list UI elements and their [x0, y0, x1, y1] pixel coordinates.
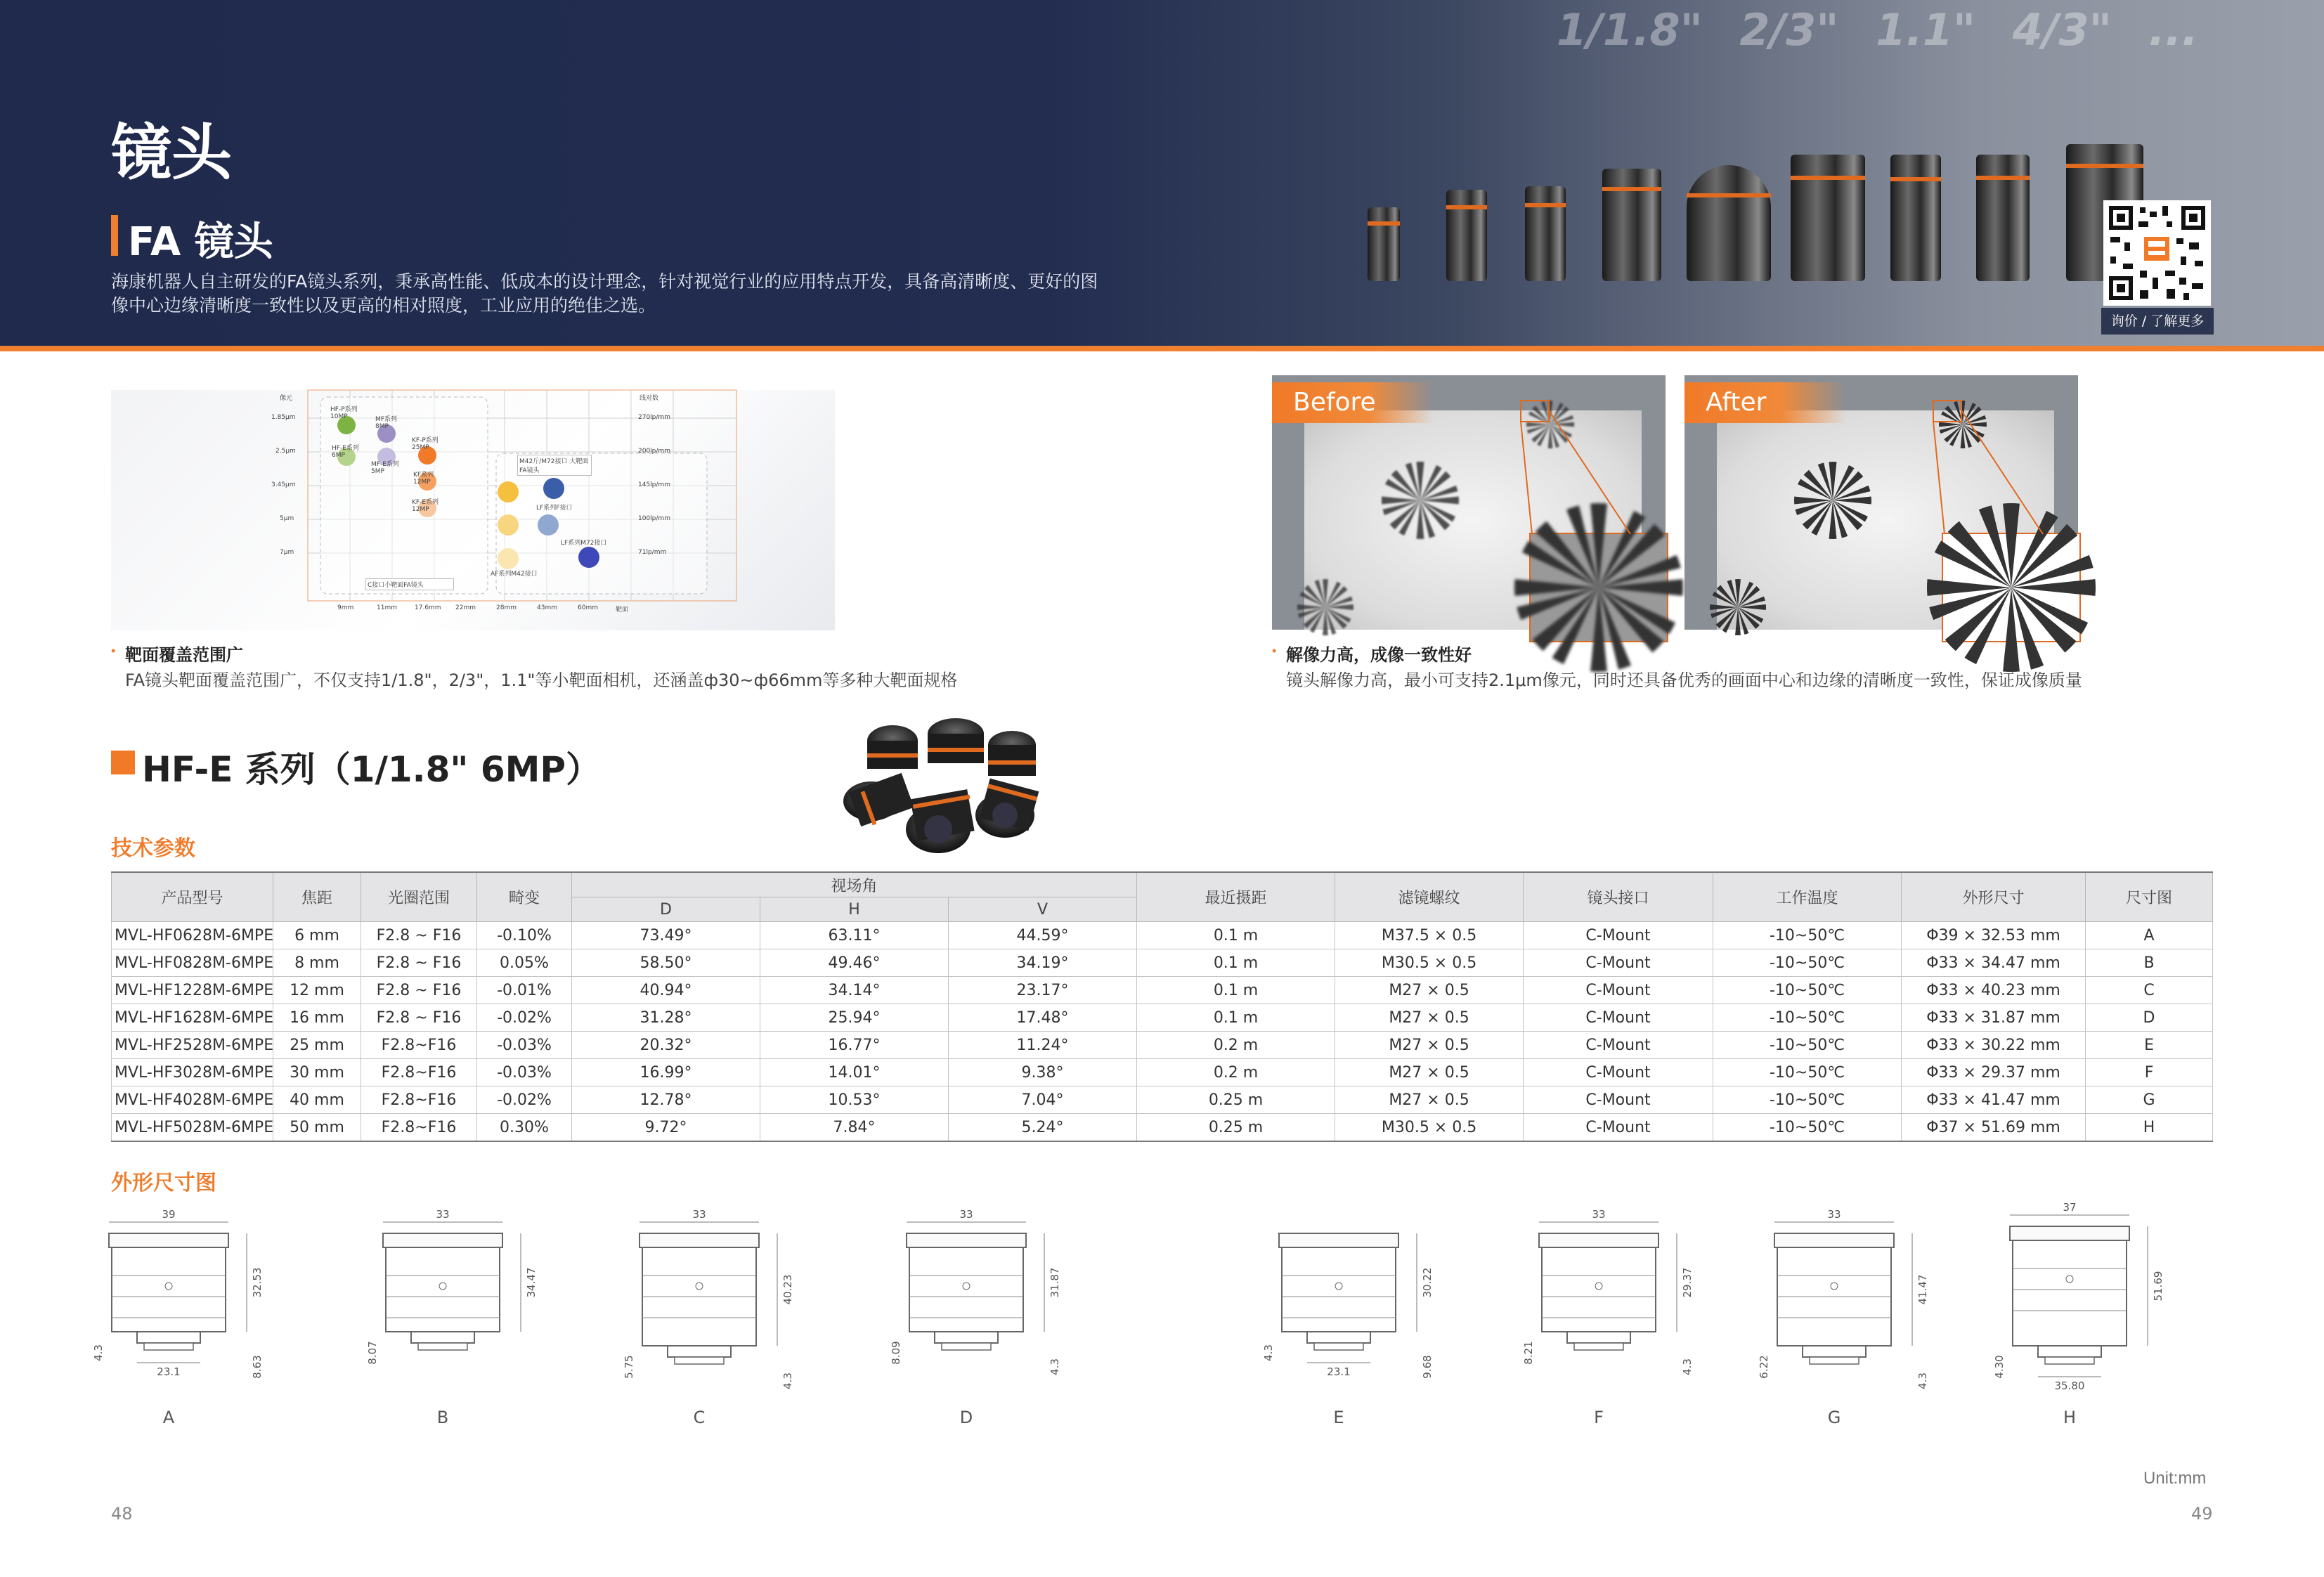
header-drawing: 尺寸图: [2086, 872, 2213, 922]
drawing-c: [623, 1208, 794, 1427]
feature-desc: 镜头解像力高，最小可支持2.1μm像元，同时还具备优秀的画面中心和边缘的清晰度一致性，保证成像质量: [1286, 670, 2082, 690]
right-tick: 71lp/mm: [638, 549, 667, 556]
label-lf-f: LF系列F接口: [536, 505, 573, 512]
sensor-size-list: [1557, 4, 2232, 56]
dimension-label: 29.37: [1681, 1267, 1694, 1298]
table-cell: MVL-HF5028M-6MPE: [112, 1114, 273, 1142]
table-cell: 20.32°: [572, 1032, 760, 1059]
table-cell: F2.8~F16: [361, 1086, 477, 1114]
table-row: [112, 977, 2213, 1004]
table-cell: -10~50℃: [1713, 1004, 1902, 1032]
table-cell: F2.8 ~ F16: [361, 949, 477, 977]
feature-title: 解像力高，成像一致性好: [1286, 645, 1472, 665]
lens-image: [1525, 186, 1566, 281]
table-cell: 50 mm: [273, 1114, 361, 1142]
table-cell: M30.5 × 0.5: [1335, 1114, 1524, 1142]
table-cell: 7.84°: [760, 1114, 949, 1142]
table-cell: 12.78°: [572, 1086, 760, 1114]
table-row: [112, 1032, 2213, 1059]
dimension-label: 23.1: [1327, 1365, 1351, 1378]
dimension-label: 32.53: [251, 1267, 264, 1298]
table-row: [112, 1086, 2213, 1114]
table-cell: 34.19°: [949, 949, 1137, 977]
feature-desc: FA镜头靶面覆盖范围广，不仅支持1/1.8"，2/3"，1.1"等小靶面相机，还涵盖ф30~ф66mm等多种大靶面规格: [125, 670, 958, 690]
table-cell: Φ33 × 40.23 mm: [1902, 977, 2086, 1004]
table-cell: 40 mm: [273, 1086, 361, 1114]
series-accent: [111, 751, 135, 774]
point-lf-a: [498, 514, 519, 536]
feature-title: 靶面覆盖范围广: [125, 645, 243, 665]
left-tick: 2.5μm: [275, 448, 296, 455]
table-cell: B: [2086, 949, 2213, 977]
dimension-label: 31.87: [1049, 1267, 1061, 1298]
header-fov-h: H: [760, 897, 949, 922]
header-model: 产品型号: [112, 872, 273, 922]
drawing-label: H: [2063, 1408, 2077, 1427]
table-cell: MVL-HF2528M-6MPE: [112, 1032, 273, 1059]
table-cell: 9.72°: [572, 1114, 760, 1142]
left-tick: 7μm: [280, 549, 294, 556]
table-cell: C: [2086, 977, 2213, 1004]
header-focal: 焦距: [273, 872, 361, 922]
dimension-drawings: [92, 1201, 2242, 1430]
table-cell: -10~50℃: [1713, 977, 1902, 1004]
table-cell: MVL-HF1228M-6MPE: [112, 977, 273, 1004]
table-cell: 0.05%: [477, 949, 572, 977]
table-cell: 44.59°: [949, 922, 1137, 949]
table-cell: -10~50℃: [1713, 949, 1902, 977]
table-cell: M27 × 0.5: [1335, 1059, 1524, 1086]
bullet-dot: •: [1272, 644, 1277, 658]
table-cell: F2.8 ~ F16: [361, 1004, 477, 1032]
table-cell: Φ33 × 30.22 mm: [1902, 1032, 2086, 1059]
dimension-label: 30.22: [1421, 1267, 1434, 1298]
table-cell: 0.1 m: [1137, 977, 1335, 1004]
drawing-label: C: [693, 1408, 706, 1427]
label-mf: MF系列 8MP: [375, 416, 397, 430]
x-tick: 靶面: [616, 606, 629, 614]
header-fov-d: D: [572, 897, 760, 922]
table-cell: C-Mount: [1524, 922, 1713, 949]
table-cell: Φ33 × 41.47 mm: [1902, 1086, 2086, 1114]
dimension-label: 23.1: [157, 1365, 181, 1378]
drawing-d: [890, 1208, 1061, 1427]
table-cell: Φ39 × 32.53 mm: [1902, 922, 2086, 949]
sensor-size: 1/1.8": [1557, 4, 1703, 56]
table-cell: C-Mount: [1524, 1032, 1713, 1059]
drawing-label: E: [1333, 1408, 1344, 1427]
drawing-label: D: [959, 1408, 973, 1427]
label-c-small: C接口小靶面FA镜头: [365, 578, 454, 590]
drawing-b: [366, 1208, 538, 1427]
table-cell: F2.8~F16: [361, 1059, 477, 1086]
table-cell: C-Mount: [1524, 1114, 1713, 1142]
table-cell: 5.24°: [949, 1114, 1137, 1142]
table-cell: 8 mm: [273, 949, 361, 977]
x-tick: 60mm: [578, 604, 598, 611]
left-tick: 3.45μm: [271, 481, 296, 488]
right-tick: 100lp/mm: [638, 515, 670, 522]
table-cell: C-Mount: [1524, 977, 1713, 1004]
header-dims: 外形尺寸: [1902, 872, 2086, 922]
drawing-title: 外形尺寸图: [111, 1171, 216, 1195]
table-cell: M27 × 0.5: [1335, 1086, 1524, 1114]
header-fov-v: V: [949, 897, 1137, 922]
x-tick: 22mm: [455, 604, 476, 611]
table-cell: C-Mount: [1524, 949, 1713, 977]
table-cell: F2.8 ~ F16: [361, 922, 477, 949]
right-axis-title: 线对数: [640, 395, 659, 402]
drawing-label: B: [436, 1408, 449, 1427]
point-lf-b: [538, 514, 559, 536]
drawing-h: [1993, 1201, 2164, 1427]
table-cell: MVL-HF1628M-6MPE: [112, 1004, 273, 1032]
spec-title: 技术参数: [111, 836, 195, 861]
table-cell: MVL-HF0828M-6MPE: [112, 949, 273, 977]
table-cell: 17.48°: [949, 1004, 1137, 1032]
label-mf-e: MF-E系列 5MP: [371, 461, 399, 475]
table-cell: MVL-HF0628M-6MPE: [112, 922, 273, 949]
drawing-label: A: [162, 1408, 175, 1427]
label-m42: M42斤/M72接口 大靶面FA镜头: [517, 455, 592, 476]
table-cell: MVL-HF3028M-6MPE: [112, 1059, 273, 1086]
before-panel: [1272, 375, 1666, 630]
drawing-e: [1262, 1233, 1434, 1427]
left-tick: 5μm: [280, 515, 294, 522]
series-lens-image: [836, 717, 1054, 864]
lens-image: [1368, 207, 1400, 281]
table-cell: -0.03%: [477, 1032, 572, 1059]
header-distortion: 畸变: [477, 872, 572, 922]
sensor-size: 1.1": [1876, 4, 1976, 56]
dimension-label: 6.22: [1758, 1355, 1770, 1379]
sensor-size: ...: [2148, 4, 2199, 56]
label-lf-m72: LF系列M72接口: [561, 540, 607, 547]
table-cell: 30 mm: [273, 1059, 361, 1086]
dimension-label: 5.75: [623, 1355, 635, 1379]
label-hf-e: HF-E系列 6MP: [332, 445, 359, 459]
unit-label: Unit:mm: [2143, 1469, 2207, 1488]
table-cell: -0.10%: [477, 922, 572, 949]
header-banner: [0, 0, 2324, 347]
table-cell: 73.49°: [572, 922, 760, 949]
table-row: [112, 1004, 2213, 1032]
point-m42-a: [498, 481, 519, 502]
lens-image: [1890, 155, 1941, 281]
table-cell: H: [2086, 1114, 2213, 1142]
page-title: 镜头: [111, 118, 232, 188]
dimension-label: 4.3: [1916, 1372, 1929, 1389]
table-cell: -0.03%: [477, 1059, 572, 1086]
table-cell: 0.30%: [477, 1114, 572, 1142]
table-cell: -10~50℃: [1713, 922, 1902, 949]
lens-image: [1976, 155, 2030, 281]
intro-text: 海康机器人自主研发的FA镜头系列，秉承高性能、低成本的设计理念，针对视觉行业的应用特点开发，具备高清晰度、更好的图像中心边缘清晰度一致性以及更高的相对照度，工业应用的绝佳之选。: [111, 271, 1098, 316]
dimension-label: 8.21: [1522, 1341, 1535, 1365]
table-cell: 0.1 m: [1137, 949, 1335, 977]
label-hf-p: HF-P系列 10MP: [330, 406, 358, 420]
header-temp: 工作温度: [1713, 872, 1902, 922]
dimension-label: 4.30: [1993, 1355, 2006, 1379]
lens-image: [1791, 155, 1865, 281]
table-cell: 16.99°: [572, 1059, 760, 1086]
table-cell: 25 mm: [273, 1032, 361, 1059]
table-cell: 0.1 m: [1137, 1004, 1335, 1032]
dimension-label: 34.47: [525, 1267, 538, 1298]
dimension-label: 9.68: [1421, 1355, 1434, 1379]
drawing-label: G: [1827, 1408, 1841, 1427]
x-tick: 17.6mm: [415, 604, 441, 611]
before-label: Before: [1272, 382, 1434, 423]
table-cell: Φ33 × 31.87 mm: [1902, 1004, 2086, 1032]
after-panel: [1684, 375, 2078, 630]
coverage-chart: [111, 390, 835, 630]
dimension-label: 33: [959, 1208, 973, 1221]
table-cell: 0.1 m: [1137, 922, 1335, 949]
dimension-label: 4.3: [781, 1372, 794, 1389]
table-cell: E: [2086, 1032, 2213, 1059]
table-cell: 58.50°: [572, 949, 760, 977]
dimension-label: 4.3: [1681, 1358, 1694, 1375]
table-cell: M27 × 0.5: [1335, 1032, 1524, 1059]
table-cell: F: [2086, 1059, 2213, 1086]
lens-image: [1602, 169, 1661, 281]
table-cell: -10~50℃: [1713, 1086, 1902, 1114]
table-row: [112, 1059, 2213, 1086]
header-fov: 视场角: [572, 872, 1137, 897]
point-af: [498, 548, 519, 569]
label-kf-e: KF-E系列 12MP: [412, 499, 439, 513]
table-cell: 14.01°: [760, 1059, 949, 1086]
table-cell: 0.2 m: [1137, 1059, 1335, 1086]
table-cell: C-Mount: [1524, 1059, 1713, 1086]
header-aperture: 光圈范围: [361, 872, 477, 922]
dimension-label: 33: [1827, 1208, 1841, 1221]
table-cell: 16.77°: [760, 1032, 949, 1059]
table-cell: 0.25 m: [1137, 1114, 1335, 1142]
spec-table: [111, 871, 2213, 1142]
dimension-label: 33: [436, 1208, 450, 1221]
table-cell: -10~50℃: [1713, 1059, 1902, 1086]
table-cell: C-Mount: [1524, 1086, 1713, 1114]
dimension-label: 8.07: [366, 1341, 379, 1365]
table-cell: -0.01%: [477, 977, 572, 1004]
x-tick: 11mm: [377, 604, 397, 611]
dimension-label: 8.09: [890, 1341, 902, 1365]
table-cell: F2.8 ~ F16: [361, 977, 477, 1004]
dimension-label: 8.63: [251, 1355, 264, 1379]
table-cell: Φ33 × 29.37 mm: [1902, 1059, 2086, 1086]
table-cell: 40.94°: [572, 977, 760, 1004]
left-axis-title: 像元: [280, 395, 293, 402]
drawing-g: [1758, 1208, 1929, 1427]
label-af: AF系列M42接口: [491, 571, 538, 578]
table-cell: 34.14°: [760, 977, 949, 1004]
qr-label[interactable]: 询价 / 了解更多: [2101, 308, 2214, 335]
section-title: FA 镜头: [128, 219, 273, 265]
header-divider: [0, 346, 2324, 351]
table-cell: 23.17°: [949, 977, 1137, 1004]
table-cell: A: [2086, 922, 2213, 949]
lens-image: [1687, 165, 1771, 281]
dimension-label: 41.47: [1916, 1274, 1929, 1305]
table-row: [112, 922, 2213, 949]
right-tick: 200lp/mm: [638, 448, 670, 455]
table-cell: 7.04°: [949, 1086, 1137, 1114]
table-cell: M27 × 0.5: [1335, 1004, 1524, 1032]
table-cell: 9.38°: [949, 1059, 1137, 1086]
label-kf-p: KF-P系列 25MP: [412, 437, 439, 451]
table-cell: 49.46°: [760, 949, 949, 977]
table-cell: 6 mm: [273, 922, 361, 949]
dimension-label: 4.3: [1049, 1358, 1061, 1375]
bullet-dot: •: [111, 644, 116, 658]
series-title: HF-E 系列（1/1.8" 6MP）: [142, 749, 602, 790]
table-cell: 10.53°: [760, 1086, 949, 1114]
table-cell: M30.5 × 0.5: [1335, 949, 1524, 977]
lens-lineup-image: [1363, 141, 2172, 281]
table-cell: G: [2086, 1086, 2213, 1114]
point-m42-b: [543, 478, 564, 499]
label-kf: KF系列 12MP: [413, 472, 434, 486]
table-cell: -10~50℃: [1713, 1032, 1902, 1059]
dimension-label: 51.69: [2152, 1271, 2164, 1302]
table-cell: F2.8~F16: [361, 1114, 477, 1142]
table-cell: F2.8~F16: [361, 1032, 477, 1059]
drawing-a: [92, 1208, 264, 1427]
dimension-label: 4.3: [1262, 1344, 1275, 1361]
table-cell: 63.11°: [760, 922, 949, 949]
table-cell: M37.5 × 0.5: [1335, 922, 1524, 949]
table-cell: -0.02%: [477, 1086, 572, 1114]
x-tick: 28mm: [496, 604, 517, 611]
table-cell: -10~50℃: [1713, 1114, 1902, 1142]
x-tick: 9mm: [337, 604, 354, 611]
header-mount: 镜头接口: [1524, 872, 1713, 922]
drawing-label: F: [1594, 1408, 1604, 1427]
table-cell: 0.2 m: [1137, 1032, 1335, 1059]
table-cell: 16 mm: [273, 1004, 361, 1032]
table-cell: 0.25 m: [1137, 1086, 1335, 1114]
dimension-label: 33: [692, 1208, 706, 1221]
after-label: After: [1684, 382, 1846, 423]
right-tick: 145lp/mm: [638, 481, 670, 488]
table-cell: M27 × 0.5: [1335, 977, 1524, 1004]
header-mod: 最近摄距: [1137, 872, 1335, 922]
table-cell: D: [2086, 1004, 2213, 1032]
table-cell: 25.94°: [760, 1004, 949, 1032]
dimension-label: 33: [1592, 1208, 1606, 1221]
drawing-f: [1522, 1208, 1694, 1427]
table-cell: 12 mm: [273, 977, 361, 1004]
table-row: [112, 1114, 2213, 1142]
table-cell: MVL-HF4028M-6MPE: [112, 1086, 273, 1114]
dimension-label: 4.3: [92, 1344, 105, 1361]
dimension-label: 37: [2063, 1201, 2077, 1214]
left-tick: 1.85μm: [271, 414, 296, 421]
table-cell: 31.28°: [572, 1004, 760, 1032]
accent-bar: [111, 215, 118, 256]
right-tick: 270lp/mm: [638, 414, 670, 421]
table-cell: Φ37 × 51.69 mm: [1902, 1114, 2086, 1142]
dimension-label: 39: [162, 1208, 176, 1221]
x-tick: 43mm: [537, 604, 557, 611]
page-number-right: 49: [2191, 1504, 2213, 1524]
table-cell: -0.02%: [477, 1004, 572, 1032]
sensor-size: 2/3": [1739, 4, 1839, 56]
page-number-left: 48: [111, 1504, 133, 1524]
sensor-size: 4/3": [2012, 4, 2112, 56]
table-cell: C-Mount: [1524, 1004, 1713, 1032]
header-filter: 滤镜螺纹: [1335, 872, 1524, 922]
lens-image: [1446, 190, 1487, 281]
qr-code[interactable]: [2103, 200, 2211, 306]
table-cell: Φ33 × 34.47 mm: [1902, 949, 2086, 977]
dimension-label: 35.80: [2054, 1380, 2085, 1392]
dimension-label: 40.23: [781, 1274, 794, 1305]
point-lf-m72: [578, 547, 599, 568]
table-row: [112, 949, 2213, 977]
table-cell: 11.24°: [949, 1032, 1137, 1059]
